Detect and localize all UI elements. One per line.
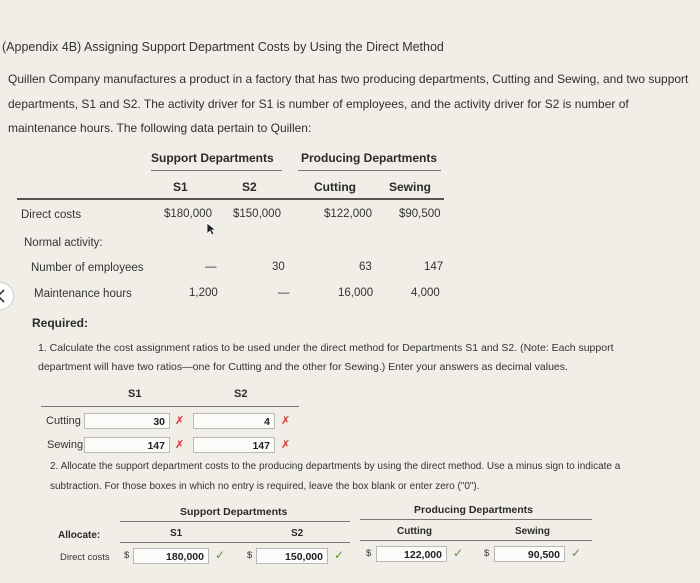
q2-line-2: subtraction. For those boxes in which no entry is required, leave the box blank or enter zero ("0"). xyxy=(50,481,480,492)
incorrect-icon: ✗ xyxy=(175,415,185,427)
rule-producing xyxy=(298,170,441,171)
direct-costs-cutting-input[interactable]: 122,000 xyxy=(376,546,447,562)
intro-line-1: Quillen Company manufactures a product in a factory that has two producing departments, Cutting and Sewing, and two support xyxy=(8,72,689,86)
incorrect-icon: ✗ xyxy=(175,439,185,451)
q2-col-s2: S2 xyxy=(291,528,304,539)
currency-symbol: $ xyxy=(247,550,253,561)
employees-cutting: 63 xyxy=(359,261,372,273)
row-direct-costs-label: Direct costs xyxy=(21,209,82,221)
q2-header-support: Support Departments xyxy=(180,506,288,518)
row-maintenance-label: Maintenance hours xyxy=(34,288,132,300)
intro-line-3: maintenance hours. The following data pertain to Quillen: xyxy=(8,121,312,135)
q1-header-rule xyxy=(41,406,299,407)
currency-symbol: $ xyxy=(484,548,490,559)
direct-costs-sewing: $90,500 xyxy=(399,208,441,220)
q1-col-s1: S1 xyxy=(128,388,142,400)
q2-col-rule-support xyxy=(120,542,350,543)
incorrect-icon: ✗ xyxy=(281,415,291,427)
correct-check-icon: ✓ xyxy=(453,546,464,560)
direct-costs-cutting: $122,000 xyxy=(324,208,372,220)
maintenance-sewing: 4,000 xyxy=(411,287,440,299)
correct-check-icon: ✓ xyxy=(334,548,345,562)
direct-costs-s2: $150,000 xyxy=(233,208,281,220)
q2-rule-support xyxy=(120,521,350,522)
maintenance-s1: 1,200 xyxy=(189,287,218,299)
q1-line-2: department will have two ratios—one for Cutting and the other for Sewing.) Enter your answers as decimal values. xyxy=(38,361,568,373)
required-heading: Required: xyxy=(32,316,89,330)
maintenance-s2: — xyxy=(278,287,290,299)
q2-line-1: 2. Allocate the support department costs to the producing departments by using the direct method. Use a minus sign to indicate a xyxy=(50,461,621,472)
q2-direct-costs-label: Direct costs xyxy=(60,552,110,563)
page-title: (Appendix 4B) Assigning Support Department Costs by Using the Direct Method xyxy=(2,40,444,54)
row-employees-label: Number of employees xyxy=(31,262,144,274)
direct-costs-s2-input[interactable]: 150,000 xyxy=(256,548,328,564)
employees-sewing: 147 xyxy=(424,261,444,273)
row-normal-activity-label: Normal activity: xyxy=(24,237,103,249)
maintenance-cutting: 16,000 xyxy=(338,287,374,299)
header-support-departments: Support Departments xyxy=(151,151,274,165)
col-s2: S2 xyxy=(242,180,257,194)
previous-button[interactable] xyxy=(0,282,14,310)
currency-symbol: $ xyxy=(366,548,372,559)
chevron-left-icon xyxy=(0,289,6,303)
q1-row-cutting-label: Cutting xyxy=(46,415,81,427)
mouse-cursor-icon xyxy=(206,222,218,236)
cutting-s1-ratio-input[interactable]: 30 xyxy=(84,413,170,429)
intro-line-2: departments, S1 and S2. The activity driver for S1 is number of employees, and the activity driver for S2 is number of xyxy=(8,97,629,111)
correct-check-icon: ✓ xyxy=(571,546,582,560)
q2-header-producing: Producing Departments xyxy=(414,504,534,516)
direct-costs-s1: $180,000 xyxy=(164,208,212,220)
q2-col-sewing: Sewing xyxy=(515,526,551,537)
q1-col-s2: S2 xyxy=(234,388,248,400)
allocate-label: Allocate: xyxy=(58,530,101,541)
incorrect-icon: ✗ xyxy=(281,439,291,451)
direct-costs-sewing-input[interactable]: 90,500 xyxy=(494,546,565,562)
sewing-s2-ratio-input[interactable]: 147 xyxy=(193,437,275,453)
q2-col-cutting: Cutting xyxy=(397,526,432,537)
header-producing-departments: Producing Departments xyxy=(301,151,438,165)
cutting-s2-ratio-input[interactable]: 4 xyxy=(193,413,275,429)
q2-col-rule-producing xyxy=(360,540,592,541)
table-header-rule xyxy=(17,198,444,200)
col-s1: S1 xyxy=(173,180,188,194)
q2-rule-producing xyxy=(360,519,592,520)
col-cutting: Cutting xyxy=(314,180,356,194)
sewing-s1-ratio-input[interactable]: 147 xyxy=(84,437,170,453)
direct-costs-s1-input[interactable]: 180,000 xyxy=(133,548,209,564)
col-sewing: Sewing xyxy=(389,180,432,194)
q1-line-1: 1. Calculate the cost assignment ratios to be used under the direct method for Departments S1 and S2. (Note: Each support xyxy=(38,342,614,354)
employees-s1: — xyxy=(205,261,217,273)
correct-check-icon: ✓ xyxy=(215,548,226,562)
q2-col-s1: S1 xyxy=(170,528,183,539)
currency-symbol: $ xyxy=(124,550,130,561)
employees-s2: 30 xyxy=(272,261,285,273)
rule-support xyxy=(151,170,282,171)
q1-row-sewing-label: Sewing xyxy=(47,439,84,451)
